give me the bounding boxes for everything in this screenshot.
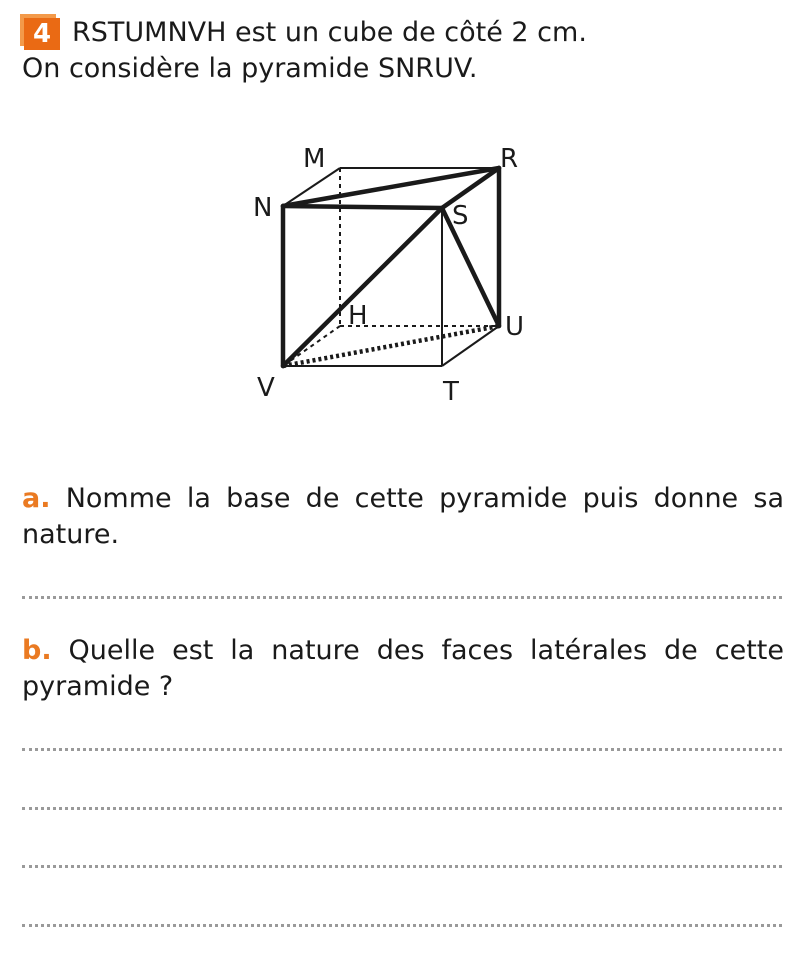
label-N: N (253, 193, 273, 223)
label-T: T (443, 377, 459, 407)
edge-SV (283, 208, 442, 366)
edge-NS (283, 206, 442, 208)
label-R: R (500, 144, 519, 174)
question-b-text: Quelle est la nature des faces latérales de cette pyramide ? (22, 635, 784, 702)
exercise-number-badge (20, 14, 60, 50)
exercise-number: 4 (24, 18, 60, 50)
label-H: H (348, 301, 368, 331)
question-a (22, 481, 784, 553)
question-b (22, 633, 784, 705)
label-S: S (452, 201, 469, 231)
statement-line-2: On considère la pyramide SNRUV. (22, 53, 478, 84)
question-b-label: b. (22, 635, 52, 666)
question-a-label: a. (22, 483, 51, 514)
answer-line-b2[interactable] (22, 807, 782, 810)
answer-line-b4[interactable] (22, 924, 782, 927)
label-V: V (257, 373, 275, 403)
label-M: M (303, 144, 326, 174)
statement-line-1: RSTUMNVH est un cube de côté 2 cm. (72, 17, 587, 48)
answer-line-b3[interactable] (22, 865, 782, 868)
cube-pyramid-figure (240, 130, 540, 410)
edge-TU (442, 326, 499, 366)
label-U: U (505, 312, 525, 342)
edge-SU (442, 208, 499, 326)
answer-line-b1[interactable] (22, 748, 782, 751)
question-a-text: Nomme la base de cette pyramide puis donne sa nature. (22, 483, 784, 550)
answer-line-a1[interactable] (22, 596, 782, 599)
